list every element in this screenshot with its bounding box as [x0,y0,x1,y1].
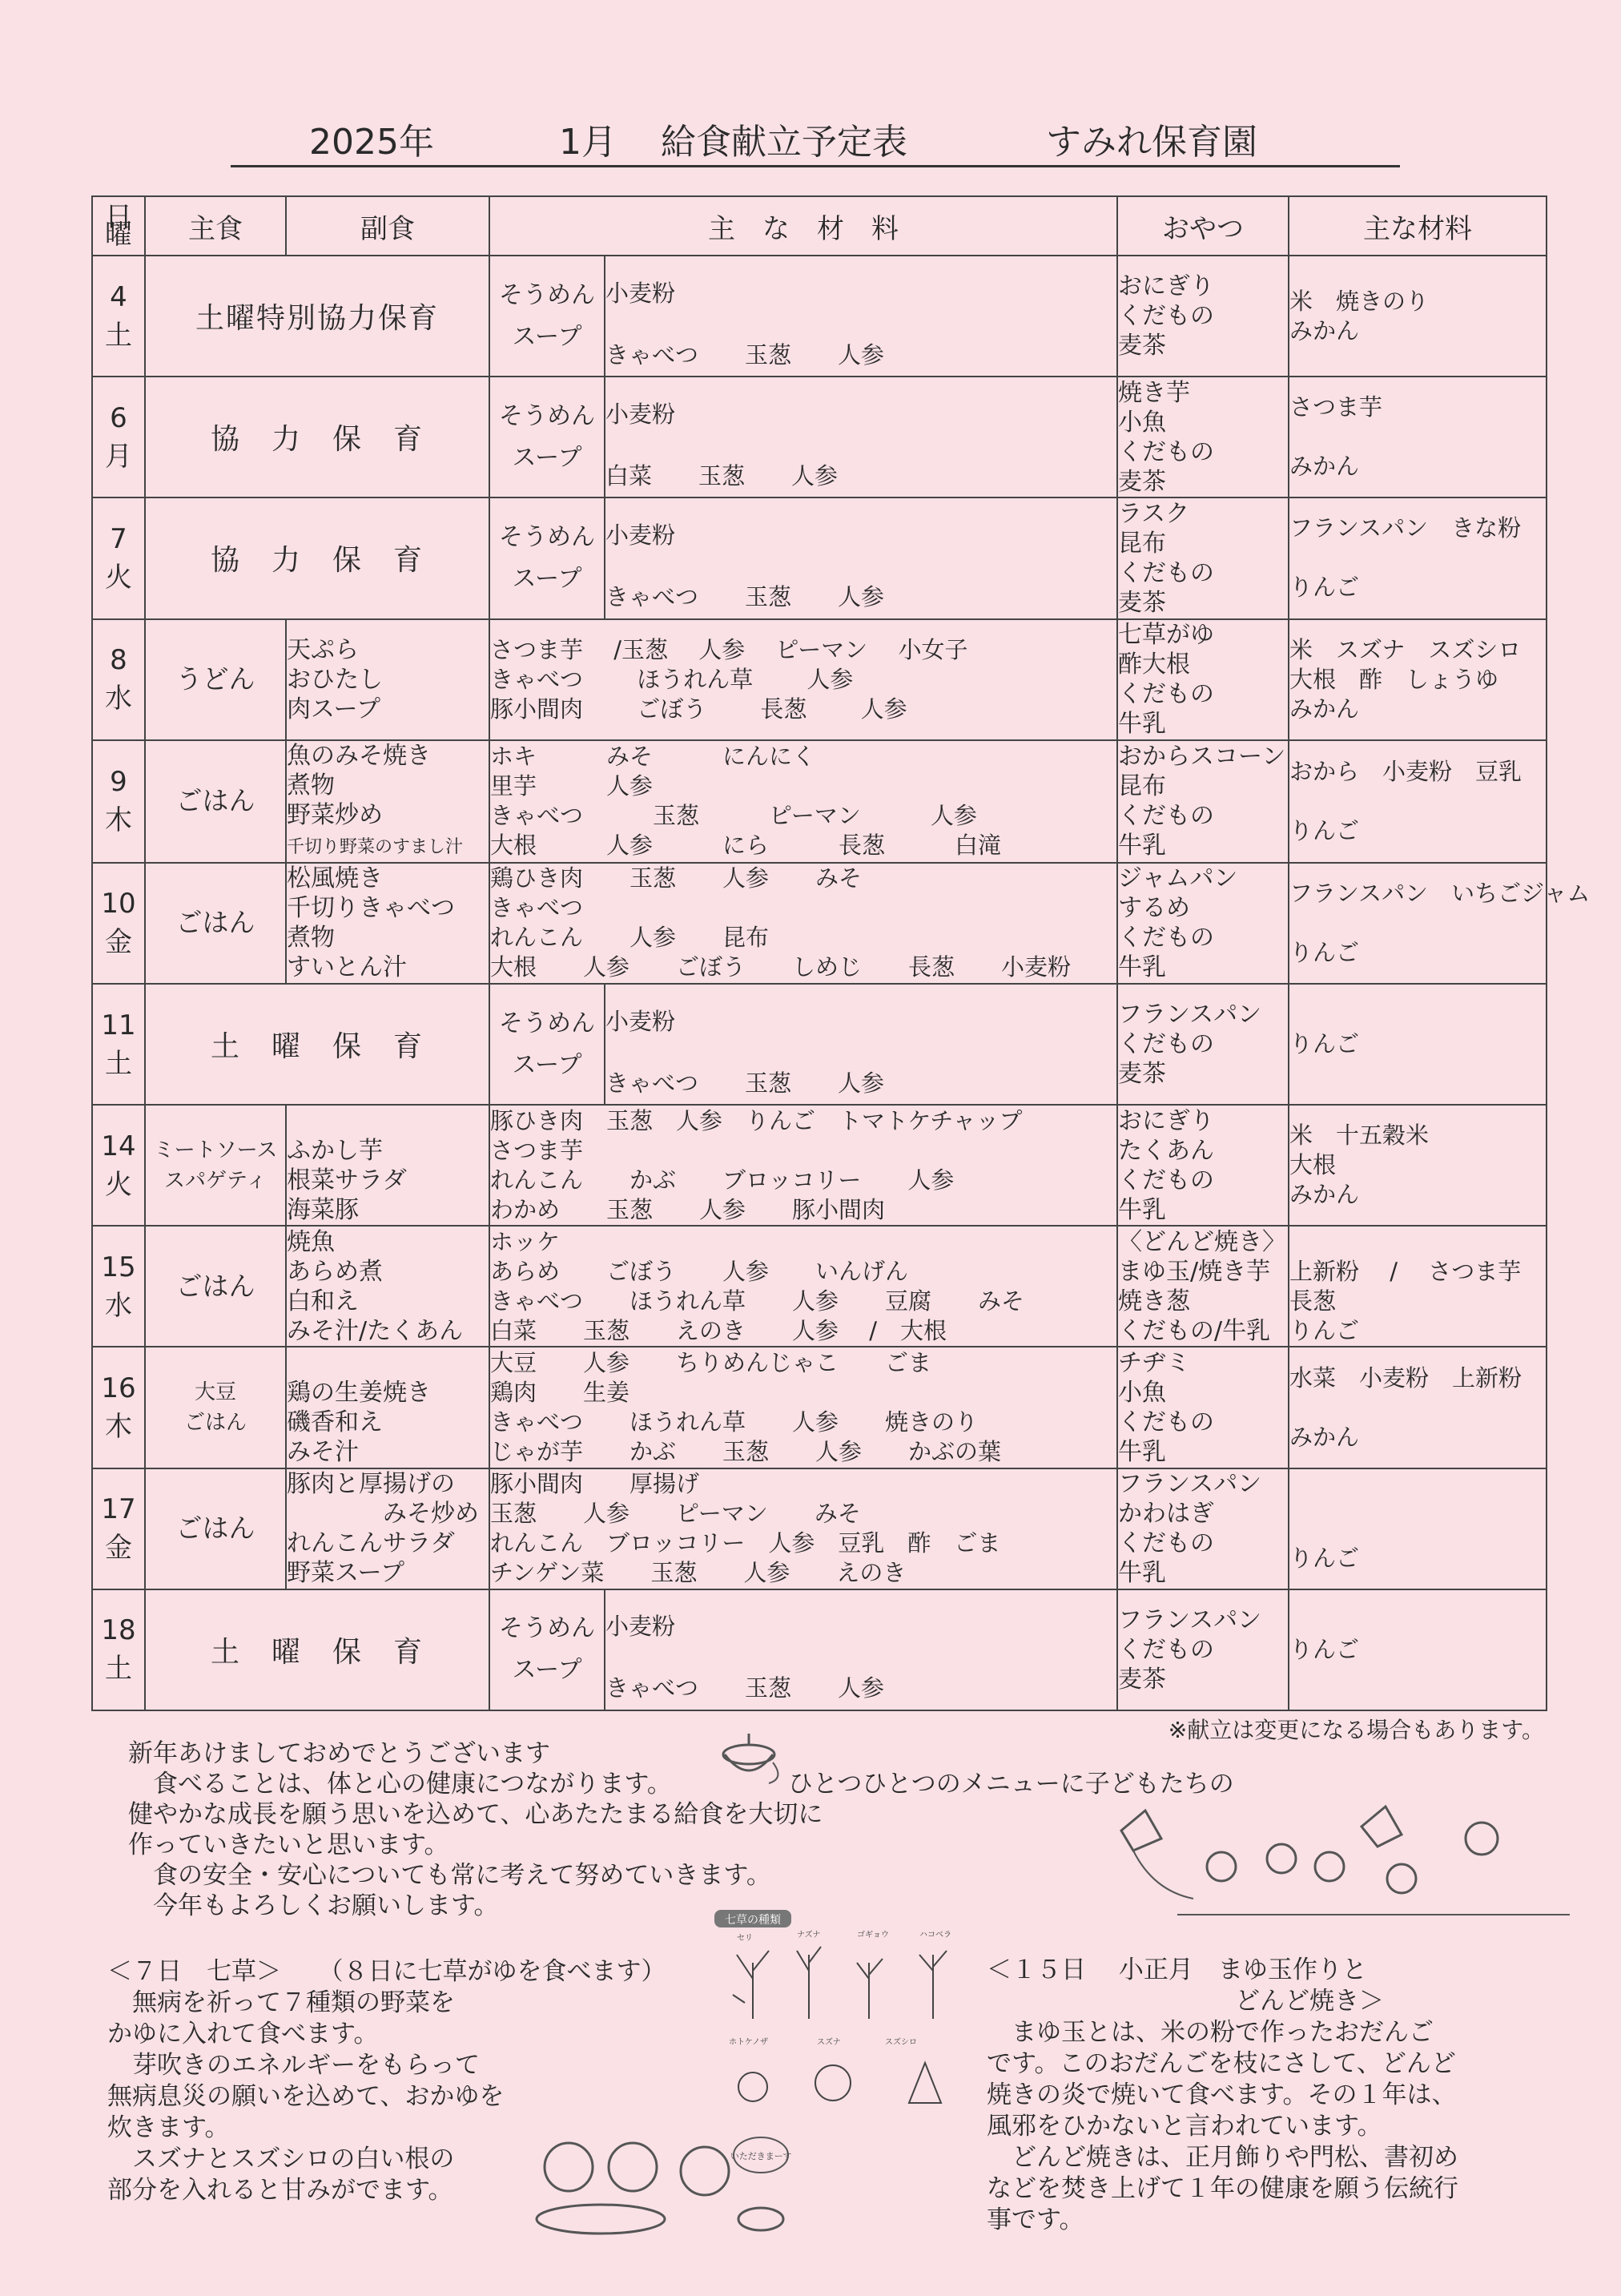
menu-row [92,256,1547,377]
day-number: 18 [101,1614,136,1647]
day-number: 11 [101,1009,136,1041]
menu-row [92,1226,1547,1347]
svg-text:七草の種類: 七草の種類 [725,1914,781,1927]
staple-cell: ごはん [145,863,286,984]
svg-text:ナズナ: ナズナ [797,1931,821,1940]
ingredients-cell: 鶏ひき肉 玉葱 人参 みそ きゃべつ れんこん 人参 昆布 大根 人参 ごぼう しめじ 長葱 小麦粉 [489,863,1117,984]
snack-cell: ラスク 昆布 くだもの 麦茶 [1117,497,1289,618]
day-cell [92,1105,145,1226]
ingredients-line: きゃべつ 玉葱 人参 [605,340,885,369]
snack-ingredients-cell: さつま芋 みかん [1289,377,1547,497]
side-dishes-cell: 天ぷら おひたし 肉スープ [286,619,489,740]
day-cell [92,1347,145,1468]
spinning-top-icon [705,1730,793,1786]
snack-ingredients-cell: りんご [1289,1589,1547,1710]
title-school: すみれ保育園 [1046,122,1257,163]
greeting-tail: ひとつひとつのメニューに子どもたちの [788,1770,1234,1799]
ingredients-line: 小麦粉 [605,1007,676,1035]
menu-row [92,619,1547,740]
special-care-label: 土曜特別協力保育 [145,256,489,377]
ingredients-line: 小麦粉 [605,279,676,307]
menu-row [92,1105,1547,1226]
greeting-text: 新年あけましておめでとうございます 食べることは、体と心の健康につながります。 健やかな成長を願う思いを込めて、心あたたまる給食を大切に 作っていきたいと思います。 食の安全・安心についても常に考えて努めていきます。 今年もよろしくお願いします。 [128,1739,823,1920]
menu-row [92,1347,1547,1468]
day-weekday: 月 [105,440,132,473]
ingredients-line: 小麦粉 [605,400,676,428]
day-cell [92,984,145,1105]
menu-row [92,740,1547,863]
day-number: 17 [101,1493,136,1526]
snack-ingredients-cell: 米 焼きのり みかん [1289,256,1547,377]
day-number: 14 [101,1130,136,1162]
seven-herbs-illustration [713,1907,985,2115]
day-weekday: 水 [105,683,132,715]
day-weekday: 土 [105,319,132,352]
menu-row [92,1589,1547,1710]
day-number: 4 [110,280,127,313]
day-weekday: 金 [105,1532,132,1565]
day-number: 10 [101,888,136,920]
snack-cell: チヂミ 小魚 くだもの 牛乳 [1117,1347,1289,1468]
kite-children-illustration [1097,1803,1578,1923]
header-ingredients: 主 な 材 料 [489,196,1117,256]
ingredients-cell: 豚小間肉 厚揚げ 玉葱 人参 ピーマン みそ れんこん ブロッコリー 人参 豆乳 酢 ごま チンゲン菜 玉葱 人参 えのき [489,1468,1117,1589]
side-dish-small: 千切り野菜のすまし汁 [287,836,464,857]
svg-text:スズシロ: スズシロ [885,2038,917,2047]
ingredients-cell: ホキ みそ にんにく 里芋 人参 きゃべつ 玉葱 ピーマン 人参 大根 人参 にら 長葱 白滝 [489,740,1117,863]
special-care-label: 土 曜 保 育 [145,1589,489,1710]
header-day: 日 曜 [92,196,145,256]
menu-row [92,377,1547,497]
svg-text:セリ: セリ [737,1934,753,1943]
day-cell [92,740,145,863]
title-bar [231,120,1400,167]
staple-cell: 大豆 ごはん [145,1347,286,1468]
koshogatsu-text: ＜１５日 小正月 まゆ玉作りと どんど焼き＞ まゆ玉とは、米の粉で作ったおだんご です。このおだんごを枝にさして、どんど 焼きの炎で焼いて食べます。その１年は、 風邪をひかないと言われています。 どんど焼きは、正月飾りや門松、書初め などを焚き上げて１年の健康を願う伝統行 事です。 [987,1956,1458,2234]
snack-ingredients-cell: 米 十五穀米 大根 みかん [1289,1105,1547,1226]
svg-text:いただきまーす: いただきまーす [730,2151,792,2161]
day-cell [92,256,145,377]
header-snack-ingredients: 主な材料 [1289,196,1547,256]
header-staple: 主食 [145,196,286,256]
snack-cell: フランスパン かわはぎ くだもの 牛乳 [1117,1468,1289,1589]
snack-ingredients-cell: りんご [1289,1468,1547,1589]
header-side: 副食 [286,196,489,256]
day-cell [92,1468,145,1589]
ingredients-cell [605,1589,1117,1710]
snack-cell: フランスパン くだもの 麦茶 [1117,1589,1289,1710]
ingredients-line: 小麦粉 [605,1613,676,1641]
ingredients-line: 白菜 玉葱 人参 [605,461,839,489]
title-heading: 給食献立予定表 [661,122,907,163]
snack-ingredients-cell: 水菜 小麦粉 上新粉 みかん [1289,1347,1547,1468]
children-eating-illustration [521,2131,793,2243]
day-weekday: 水 [105,1289,132,1322]
day-number: 7 [110,522,127,555]
day-weekday: 土 [105,1047,132,1080]
soup-name: そうめん スープ [489,256,605,377]
day-number: 6 [110,401,127,434]
snack-cell: おにぎり たくあん くだもの 牛乳 [1117,1105,1289,1226]
title-month: 1月 [559,122,617,163]
ingredients-line: きゃべつ 玉葱 人参 [605,1674,885,1702]
day-number: 15 [101,1251,136,1283]
ingredients-cell: 豚ひき肉 玉葱 人参 りんご トマトケチャップ さつま芋 れんこん かぶ ブロッコリー 人参 わかめ 玉葱 人参 豚小間肉 [489,1105,1117,1226]
header-row [92,196,1547,256]
svg-text:ホトケノザ: ホトケノザ [729,2038,769,2047]
snack-ingredients-cell: 米 スズナ スズシロ 大根 酢 しょうゆ みかん [1289,619,1547,740]
day-number: 16 [101,1372,136,1405]
special-care-label: 協 力 保 育 [145,377,489,497]
ingredients-line: きゃべつ 玉葱 人参 [605,1069,885,1097]
day-cell [92,619,145,740]
soup-name: そうめん スープ [489,497,605,618]
header-snack: おやつ [1117,196,1289,256]
side-dishes-cell: 鶏の生姜焼き 磯香和え みそ汁 [286,1347,489,1468]
snack-ingredients-cell: フランスパン きな粉 りんご [1289,497,1547,618]
day-weekday: 火 [105,1168,132,1201]
change-note: ※献立は変更になる場合もあります。 [1168,1717,1544,1743]
day-weekday: 土 [105,1653,132,1686]
side-dishes-cell: 豚肉と厚揚げの みそ炒め れんこんサラダ 野菜スープ [286,1468,489,1589]
ingredients-cell: ホッケ あらめ ごぼう 人参 いんげん きゃべつ ほうれん草 人参 豆腐 みそ 白菜 玉葱 えのき 人参 / 大根 [489,1226,1117,1347]
snack-cell: おからスコーン 昆布 くだもの 牛乳 [1117,740,1289,863]
soup-name: そうめん スープ [489,377,605,497]
day-weekday: 火 [105,561,132,594]
day-number: 9 [110,766,127,799]
side-dishes-cell: 松風焼き 千切りきゃべつ 煮物 すいとん汁 [286,863,489,984]
staple-cell: ごはん [145,1468,286,1589]
day-weekday: 木 [105,804,132,837]
soup-name: そうめん スープ [489,1589,605,1710]
day-cell [92,377,145,497]
snack-ingredients-cell: おから 小麦粉 豆乳 りんご [1289,740,1547,863]
menu-table [91,195,1591,1711]
snack-cell: おにぎり くだもの 麦茶 [1117,256,1289,377]
day-cell [92,497,145,618]
svg-text:スズナ: スズナ [817,2038,841,2047]
snack-cell: ジャムパン するめ くだもの 牛乳 [1117,863,1289,984]
snack-ingredients-cell: フランスパン いちごジャム りんご [1289,863,1547,984]
snack-cell: 七草がゆ 酢大根 くだもの 牛乳 [1117,619,1289,740]
title-year: 2025年 [309,122,434,163]
menu-row [92,863,1547,984]
staple-cell: ごはん [145,1226,286,1347]
nanakusa-text: ＜７日 七草＞ （８日に七草がゆを食べます） 無病を祈って７種類の野菜を かゆに入れて食べます。 芽吹きのエネルギーをもらって 無病息災の願いを込めて、おかゆを 炊きます。 スズナとスズシロの白い根の 部分を入れると甘みがでます。 [107,1957,666,2205]
staple-cell: ミートソース スパゲティ [145,1105,286,1226]
staple-cell: ごはん [145,740,286,863]
day-number: 8 [110,644,127,677]
special-care-label: 土 曜 保 育 [145,984,489,1105]
ingredients-cell [605,256,1117,377]
svg-text:ハコベラ: ハコベラ [919,1931,951,1940]
ingredients-cell: 大豆 人参 ちりめんじゃこ ごま 鶏肉 生姜 きゃべつ ほうれん草 人参 焼きのり じゃが芋 かぶ 玉葱 人参 かぶの葉 [489,1347,1117,1468]
menu-row [92,497,1547,618]
side-dishes-cell: 魚のみそ焼き 煮物 野菜炒め 千切り野菜のすまし汁 [286,740,489,863]
ingredients-cell [605,497,1117,618]
svg-text:ゴギョウ: ゴギョウ [857,1931,889,1940]
day-cell [92,1589,145,1710]
special-care-label: 協 力 保 育 [145,497,489,618]
side-dishes-cell: ふかし芋 根菜サラダ 海菜豚 [286,1105,489,1226]
day-weekday: 木 [105,1411,132,1444]
day-weekday: 金 [105,926,132,959]
ingredients-line: きゃべつ 玉葱 人参 [605,582,885,610]
snack-ingredients-cell: りんご [1289,984,1547,1105]
snack-cell: 〈どんど焼き〉 まゆ玉/焼き芋 焼き葱 くだもの/牛乳 [1117,1226,1289,1347]
side-dishes-cell: 焼魚 あらめ煮 白和え みそ汁/たくあん [286,1226,489,1347]
ingredients-cell [605,377,1117,497]
ingredients-cell: さつま芋 /玉葱 人参 ピーマン 小女子 きゃべつ ほうれん草 人参 豚小間肉 ごぼう 長葱 人参 [489,619,1117,740]
menu-row [92,1468,1547,1589]
day-cell [92,863,145,984]
soup-name: そうめん スープ [489,984,605,1105]
staple-cell: うどん [145,619,286,740]
menu-row [92,984,1547,1105]
snack-cell: フランスパン くだもの 麦茶 [1117,984,1289,1105]
snack-cell: 焼き芋 小魚 くだもの 麦茶 [1117,377,1289,497]
snack-ingredients-cell: 上新粉 / さつま芋 長葱 りんご [1289,1226,1547,1347]
ingredients-line: 小麦粉 [605,521,676,549]
day-cell [92,1226,145,1347]
ingredients-cell [605,984,1117,1105]
